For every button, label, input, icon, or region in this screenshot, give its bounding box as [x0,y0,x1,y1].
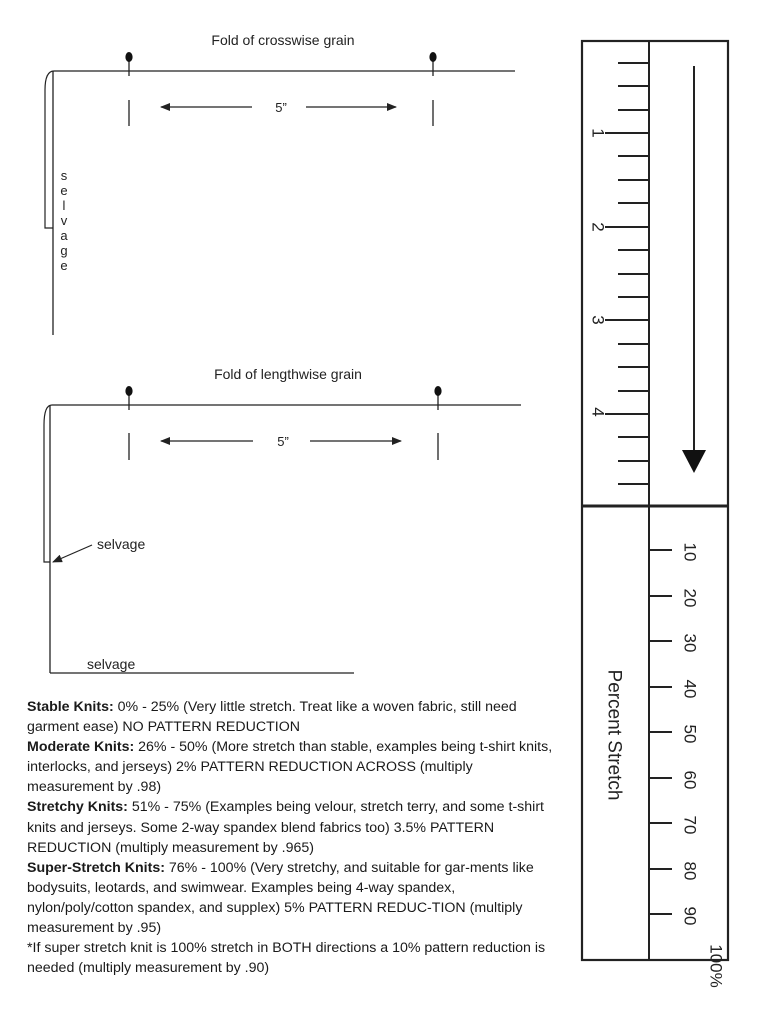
percent-label: 70 [680,815,700,835]
pin-marker [434,386,441,410]
percent-label: 80 [680,861,700,881]
percent-label: 40 [680,679,700,699]
knit-stretch-notes [27,697,557,978]
note-title: Stretchy Knits: [27,799,128,816]
inch-label: 3 [588,315,608,325]
pin-marker [125,386,132,410]
bottom-selvage-label: selvage [87,656,136,672]
lengthwise-selvage-label: selvage [97,536,146,552]
note-text: 76% - 100% (Very stretchy, and suitable for gar-ments like bodysuits, leotards, and swimwear. Examples being 4-way spandex, nylon/poly/cotton spandex, and supplex) 5% PATTERN REDUC-TION (multiply measurement by .95) [27,859,534,937]
lengthwise-fold-label: Fold of lengthwise grain [214,366,362,382]
crosswise-grain-diagram [45,32,515,335]
note-footnote [27,938,557,978]
note-title: Moderate Knits: [27,739,135,756]
percent-label: 20 [680,588,700,608]
note-text: 0% - 25% (Very little stretch. Treat like a woven fabric, still need garment ease) NO PATTERN REDUCTION [27,699,517,736]
inch-scale [589,63,650,484]
selvage-letter: a [60,228,68,243]
crosswise-fold-label: Fold of crosswise grain [211,32,355,48]
note-title: Stable Knits: [27,699,114,715]
pin-marker [125,52,132,76]
note-stable-knits [27,697,557,737]
percent-label: 90 [680,906,700,926]
selvage-letter: l [62,198,66,213]
pin-marker [429,52,436,76]
percent-label: 10 [680,542,700,562]
selvage-letter: g [60,243,68,258]
selvage-letter: v [60,213,68,228]
percent-stretch-title: Percent Stretch [603,669,625,801]
note-text: *If super stretch knit is 100% stretch in BOTH directions a 10% pattern reduction is needed (multiply measurement by .90) [27,940,546,977]
selvage-letter: s [60,168,68,183]
note-stretchy-knits [27,797,557,857]
note-moderate-knits [27,737,557,797]
percent-label: 60 [680,770,700,790]
note-text: 51% - 75% (Examples being velour, stretch terry, and some t-shirt knits and jerseys. Some 2-way spandex blend fabrics too) 3.5% PATTERN REDUCTION (multiply measurement by .965) [27,799,544,856]
inch-label: 2 [588,222,608,232]
inch-label: 1 [588,128,608,138]
note-text: 26% - 50% (More stretch than stable, examples being t-shirt knits, interlocks, and jerseys) 2% PATTERN REDUCTION ACROSS (multiply measurement by .98) [27,739,553,796]
note-title: Super-Stretch Knits: [27,859,165,876]
selvage-pointer-arrow [53,545,92,562]
percent-label: 100% [706,944,726,988]
crosswise-selvage-label [60,168,68,273]
percent-label: 30 [680,633,700,653]
crosswise-measure-label: 5” [275,100,287,115]
percent-label: 50 [680,724,700,744]
arrow-head-icon [682,450,706,473]
inch-label: 4 [588,407,608,417]
lengthwise-measure-label: 5” [277,434,289,449]
note-super-stretch-knits [27,858,557,938]
lengthwise-fold-edge [44,405,52,562]
lengthwise-grain-diagram [44,366,521,673]
percent-scale [649,543,726,988]
selvage-letter: e [60,183,68,198]
stretch-ruler [582,41,728,988]
selvage-letter: e [60,258,68,273]
